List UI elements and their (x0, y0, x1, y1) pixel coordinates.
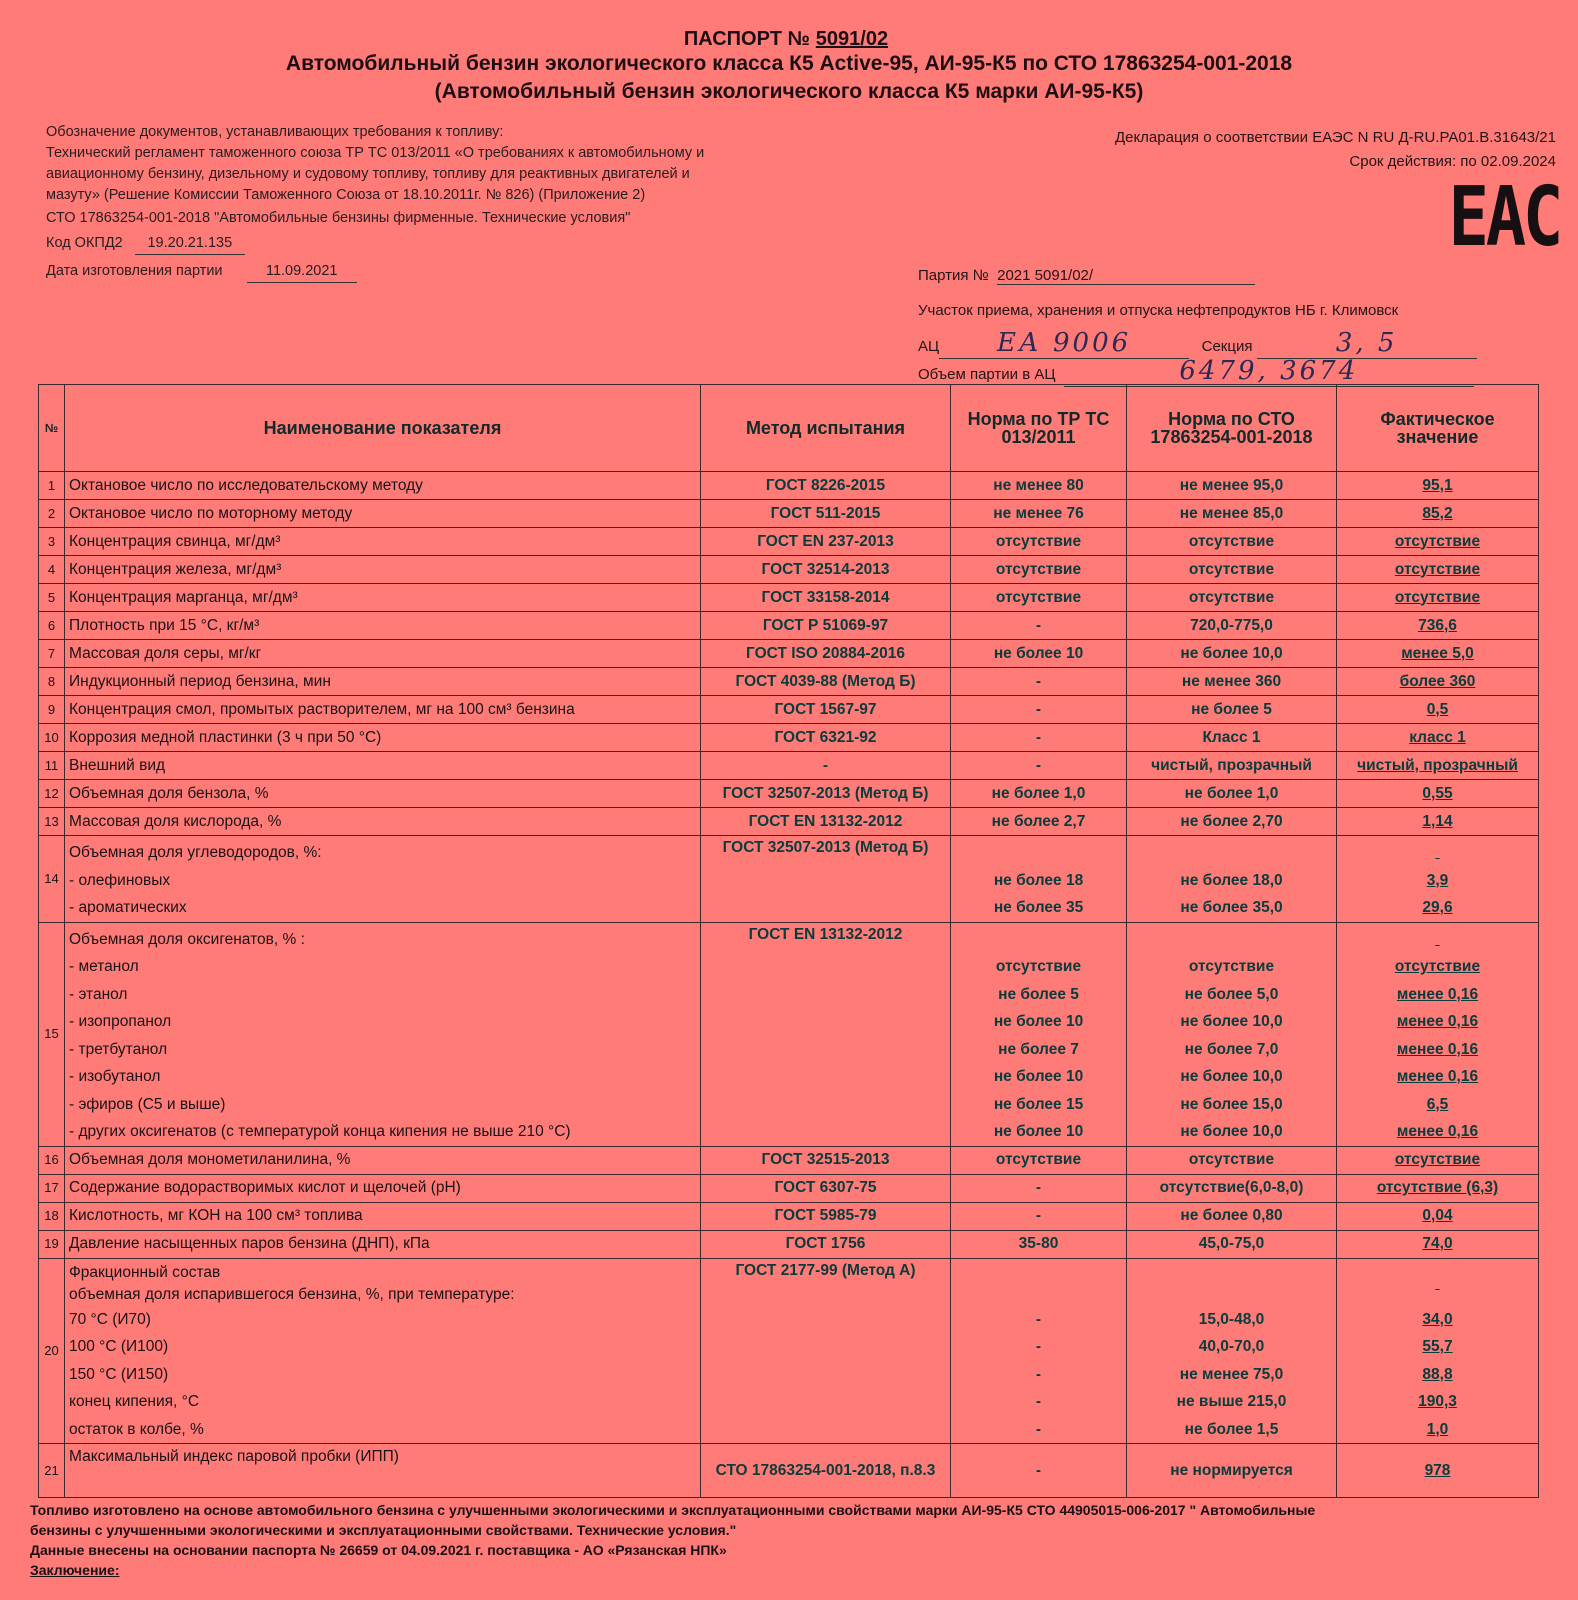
row-num: 18 (39, 1202, 65, 1230)
row-norm-tr: не более 10 (951, 640, 1127, 668)
passport-number: 5091/02 (815, 28, 889, 50)
row-method: ГОСТ 32507-2013 (Метод Б) (701, 780, 951, 808)
row-method: ГОСТ 5985-79 (701, 1202, 951, 1230)
row-num: 12 (39, 780, 65, 808)
row-actual: более 360 (1337, 668, 1539, 696)
row-actual: отсутствие (1337, 528, 1539, 556)
row-name: Массовая доля серы, мг/кг (65, 640, 701, 668)
volume-line: Объем партии в АЦ 6479, 3674 (918, 356, 1474, 387)
row-num: 1 (39, 472, 65, 500)
footer-line: бензины с улучшенными экологическими и эксплуатационными свойствами. Технические условия." (30, 1522, 737, 1538)
row-actual: 3,9 29,6 (1337, 836, 1539, 923)
row-method: ГОСТ 1756 (701, 1230, 951, 1258)
row-actual: 95,1 (1337, 472, 1539, 500)
row-norm-tr: - (951, 1202, 1127, 1230)
row-norm-tr: отсутствие (951, 556, 1127, 584)
row-name: Концентрация железа, мг/дм³ (65, 556, 701, 584)
row-norm-tr: - - - - - (951, 1258, 1127, 1444)
row-actual: 0,55 (1337, 780, 1539, 808)
row-name: Объемная доля бензола, % (65, 780, 701, 808)
row-norm-sto: отсутствие(6,0-8,0) (1127, 1174, 1337, 1202)
row-name: Октановое число по исследовательскому методу (65, 472, 701, 500)
row-method: ГОСТ ISO 20884-2016 (701, 640, 951, 668)
row-actual: 1,14 (1337, 808, 1539, 836)
header-norm-sto: Норма по СТО 17863254-001-2018 (1127, 385, 1337, 472)
ac-value: ЕА 9006 (939, 328, 1189, 359)
row-norm-tr: - (951, 1444, 1127, 1498)
row-method: ГОСТ 8226-2015 (701, 472, 951, 500)
row-norm-sto: не более 18,0 не более 35,0 (1127, 836, 1337, 923)
row-norm-tr: отсутствие не более 5 не более 10 не более 7 не более 10 не более 15 не более 10 (951, 922, 1127, 1146)
row-method: ГОСТ EN 13132-2012 (701, 922, 951, 1146)
row-norm-sto: не более 5 (1127, 696, 1337, 724)
row-norm-sto: не менее 360 (1127, 668, 1337, 696)
row-norm-sto: не более 1,0 (1127, 780, 1337, 808)
row-norm-sto: 45,0-75,0 (1127, 1230, 1337, 1258)
product-title: Автомобильный бензин экологического класса К5 Active-95, АИ-95-К5 по СТО 17863254-001-2018 (285, 52, 1293, 75)
row-method: ГОСТ EN 13132-2012 (701, 808, 951, 836)
declaration-validity: Срок действия: по 02.09.2024 (1349, 153, 1556, 170)
row-norm-sto: отсутствие (1127, 556, 1337, 584)
table-row (39, 612, 1539, 640)
row-name: Индукционный период бензина, мин (65, 668, 701, 696)
date-value: 11.09.2021 (247, 261, 357, 283)
row-num: 17 (39, 1174, 65, 1202)
row-norm-sto: не менее 85,0 (1127, 500, 1337, 528)
row-actual: отсутствие (6,3) (1337, 1174, 1539, 1202)
row-num: 16 (39, 1146, 65, 1174)
header-actual: Фактическое значение (1337, 385, 1539, 472)
row-norm-sto: не более 10,0 (1127, 640, 1337, 668)
row-num: 7 (39, 640, 65, 668)
table-row (39, 836, 1539, 923)
row-norm-sto: чистый, прозрачный (1127, 752, 1337, 780)
row-name: Максимальный индекс паровой пробки (ИПП) (65, 1444, 701, 1498)
row-norm-tr: не менее 80 (951, 472, 1127, 500)
footer-line: Данные внесены на основании паспорта № 26659 от 04.09.2021 г. поставщика - АО «Рязанская НПК» (30, 1542, 727, 1558)
table-row (39, 1258, 1539, 1444)
table-row (39, 724, 1539, 752)
row-actual: 978 (1337, 1444, 1539, 1498)
ac-line: АЦ ЕА 9006 Секция 3, 5 (918, 328, 1477, 359)
row-actual: 85,2 (1337, 500, 1539, 528)
row-name: Кислотность, мг КОН на 100 см³ топлива (65, 1202, 701, 1230)
table-row (39, 584, 1539, 612)
row-method: ГОСТ 6307-75 (701, 1174, 951, 1202)
row-num: 6 (39, 612, 65, 640)
row-norm-sto: отсутствие не более 5,0 не более 10,0 не более 7,0 не более 10,0 не более 15,0 не более 10,0 (1127, 922, 1337, 1146)
row-method: ГОСТ 511-2015 (701, 500, 951, 528)
header-norm-tr: Норма по ТР ТС 013/2011 (951, 385, 1127, 472)
row-name: Объемная доля монометиланилина, % (65, 1146, 701, 1174)
row-num: 5 (39, 584, 65, 612)
table-row (39, 696, 1539, 724)
row-num: 2 (39, 500, 65, 528)
row-method: ГОСТ 1567-97 (701, 696, 951, 724)
row-num: 3 (39, 528, 65, 556)
row-actual: менее 5,0 (1337, 640, 1539, 668)
row-name: Концентрация марганца, мг/дм³ (65, 584, 701, 612)
table-row (39, 780, 1539, 808)
row-method: - (701, 752, 951, 780)
row-num: 13 (39, 808, 65, 836)
row-norm-tr: - (951, 1174, 1127, 1202)
row-actual: 736,6 (1337, 612, 1539, 640)
conclusion-label: Заключение: (30, 1562, 120, 1578)
row-method: ГОСТ 33158-2014 (701, 584, 951, 612)
row-norm-tr: не более 1,0 (951, 780, 1127, 808)
row-method: ГОСТ 32515-2013 (701, 1146, 951, 1174)
row-actual: чистый, прозрачный (1337, 752, 1539, 780)
site-line: Участок приема, хранения и отпуска нефтепродуктов НБ г. Климовск (918, 302, 1399, 319)
row-actual: 34,0 55,7 88,8 190,3 1,0 (1337, 1258, 1539, 1444)
table-row (39, 528, 1539, 556)
row-norm-tr: отсутствие (951, 584, 1127, 612)
table-row (39, 668, 1539, 696)
table-row (39, 752, 1539, 780)
row-norm-sto: 720,0-775,0 (1127, 612, 1337, 640)
row-num: 14 (39, 836, 65, 923)
row-name: Внешний вид (65, 752, 701, 780)
requirements-line: Технический регламент таможенного союза ТР ТС 013/2011 «О требованиях к автомобильному и (46, 145, 705, 161)
table-row (39, 640, 1539, 668)
row-name: Массовая доля кислорода, % (65, 808, 701, 836)
row-name: Плотность при 15 °С, кг/м³ (65, 612, 701, 640)
header-method: Метод испытания (701, 385, 951, 472)
volume-value: 6479, 3674 (1064, 356, 1474, 387)
row-num: 8 (39, 668, 65, 696)
row-method: ГОСТ 32507-2013 (Метод Б) (701, 836, 951, 923)
row-norm-tr: отсутствие (951, 1146, 1127, 1174)
row-num: 19 (39, 1230, 65, 1258)
okpd-value: 19.20.21.135 (135, 233, 245, 255)
footer-notes (30, 1500, 1570, 1580)
row-name: Коррозия медной пластинки (3 ч при 50 °С) (65, 724, 701, 752)
row-method: ГОСТ 2177-99 (Метод А) (701, 1258, 951, 1444)
row-norm-tr: 35-80 (951, 1230, 1127, 1258)
table-row (39, 556, 1539, 584)
row-method: ГОСТ 6321-92 (701, 724, 951, 752)
date-line: Дата изготовления партии 11.09.2021 (46, 261, 916, 283)
row-norm-tr: не более 2,7 (951, 808, 1127, 836)
row-norm-tr: - (951, 612, 1127, 640)
table-row (39, 1146, 1539, 1174)
section-value: 3, 5 (1257, 328, 1477, 359)
requirements-line: мазуту» (Решение Комиссии Таможенного Союза от 18.10.2011г. № 826) (Приложение 2) (46, 187, 646, 203)
row-name: Концентрация смол, промытых растворителем, мг на 100 см³ бензина (65, 696, 701, 724)
party-number: 2021 5091/02/ (997, 267, 1255, 285)
row-name: Фракционный состав объемная доля испарившегося бензина, %, при температуре: 70 °С (И70) 100 °С (И100) 150 °С (И150) конец кипения, °С остаток в колбе, % (65, 1258, 701, 1444)
row-num: 20 (39, 1258, 65, 1444)
table-row (39, 808, 1539, 836)
row-name: Содержание водорастворимых кислот и щелочей (pH) (65, 1174, 701, 1202)
row-norm-sto: Класс 1 (1127, 724, 1337, 752)
product-subtitle: (Автомобильный бензин экологического класса К5 марки АИ-95-К5) (434, 80, 1144, 103)
row-method: ГОСТ Р 51069-97 (701, 612, 951, 640)
table-row (39, 1202, 1539, 1230)
table-header-row (39, 385, 1539, 472)
row-norm-sto: отсутствие (1127, 584, 1337, 612)
row-norm-sto: не нормируется (1127, 1444, 1337, 1498)
table-row (39, 1174, 1539, 1202)
row-norm-tr: - (951, 724, 1127, 752)
row-method: ГОСТ 4039-88 (Метод Б) (701, 668, 951, 696)
row-norm-sto: 15,0-48,0 40,0-70,0 не менее 75,0 не выше 215,0 не более 1,5 (1127, 1258, 1337, 1444)
row-actual: отсутствие (1337, 556, 1539, 584)
row-norm-tr: - (951, 668, 1127, 696)
row-num: 4 (39, 556, 65, 584)
row-norm-tr: не менее 76 (951, 500, 1127, 528)
row-norm-tr: не более 18 не более 35 (951, 836, 1127, 923)
row-norm-sto: не менее 95,0 (1127, 472, 1337, 500)
row-method: ГОСТ EN 237-2013 (701, 528, 951, 556)
row-actual: отсутствие (1337, 584, 1539, 612)
row-actual: 0,5 (1337, 696, 1539, 724)
requirements-block (46, 122, 916, 283)
requirements-line: Обозначение документов, устанавливающих требования к топливу: (46, 124, 504, 140)
declaration-block (1115, 126, 1556, 174)
row-norm-tr: - (951, 752, 1127, 780)
row-num: 9 (39, 696, 65, 724)
table-row (39, 472, 1539, 500)
row-num: 11 (39, 752, 65, 780)
row-norm-sto: отсутствие (1127, 528, 1337, 556)
okpd-line: Код ОКПД2 19.20.21.135 (46, 233, 916, 255)
header-name: Наименование показателя (65, 385, 701, 472)
requirements-line: авиационному бензину, дизельному и судовому топливу, топливу для реактивных двигателей и (46, 166, 690, 182)
row-norm-sto: не более 2,70 (1127, 808, 1337, 836)
table-row (39, 1444, 1539, 1498)
table-row (39, 500, 1539, 528)
row-actual: 0,04 (1337, 1202, 1539, 1230)
passport-table (38, 384, 1539, 1498)
row-name: Давление насыщенных паров бензина (ДНП), кПа (65, 1230, 701, 1258)
row-name: Объемная доля оксигенатов, % : - метанол - этанол - изопропанол - третбутанол - изобутанол - эфиров (С5 и выше) - других оксигенатов (с температурой конца кипения не выше 210 °С) (65, 922, 701, 1146)
row-norm-sto: не более 0,80 (1127, 1202, 1337, 1230)
footer-line: Топливо изготовлено на основе автомобильного бензина с улучшенными экологическими и эксплуатационными свойствами марки АИ-95-К5 СТО 44905015-006-2017 " Автомобильные (30, 1502, 1316, 1518)
row-actual: 74,0 (1337, 1230, 1539, 1258)
requirements-line: СТО 17863254-001-2018 "Автомобильные бензины фирменные. Технические условия" (46, 210, 631, 226)
header-num: № (39, 385, 65, 472)
row-name: Октановое число по моторному методу (65, 500, 701, 528)
table-row (39, 1230, 1539, 1258)
row-actual: отсутствие менее 0,16 менее 0,16 менее 0,16 менее 0,16 6,5 менее 0,16 (1337, 922, 1539, 1146)
row-method: ГОСТ 32514-2013 (701, 556, 951, 584)
row-actual: класс 1 (1337, 724, 1539, 752)
party-line: Партия № 2021 5091/02/ (918, 267, 1255, 285)
row-num: 10 (39, 724, 65, 752)
row-norm-tr: - (951, 696, 1127, 724)
row-norm-tr: отсутствие (951, 528, 1127, 556)
declaration-number: Декларация о соответствии ЕАЭС N RU Д-RU.PA01.B.31643/21 (1114, 129, 1556, 146)
row-norm-sto: отсутствие (1127, 1146, 1337, 1174)
table-row (39, 922, 1539, 1146)
row-actual: отсутствие (1337, 1146, 1539, 1174)
row-method: СТО 17863254-001-2018, п.8.3 (701, 1444, 951, 1498)
row-num: 21 (39, 1444, 65, 1498)
passport-title (0, 28, 1578, 51)
row-num: 15 (39, 922, 65, 1146)
row-name: Объемная доля углеводородов, %: - олефиновых - ароматических (65, 836, 701, 923)
row-name: Концентрация свинца, мг/дм³ (65, 528, 701, 556)
passport-label: ПАСПОРТ № (683, 28, 810, 50)
eac-mark-icon: EAC (1448, 170, 1560, 265)
